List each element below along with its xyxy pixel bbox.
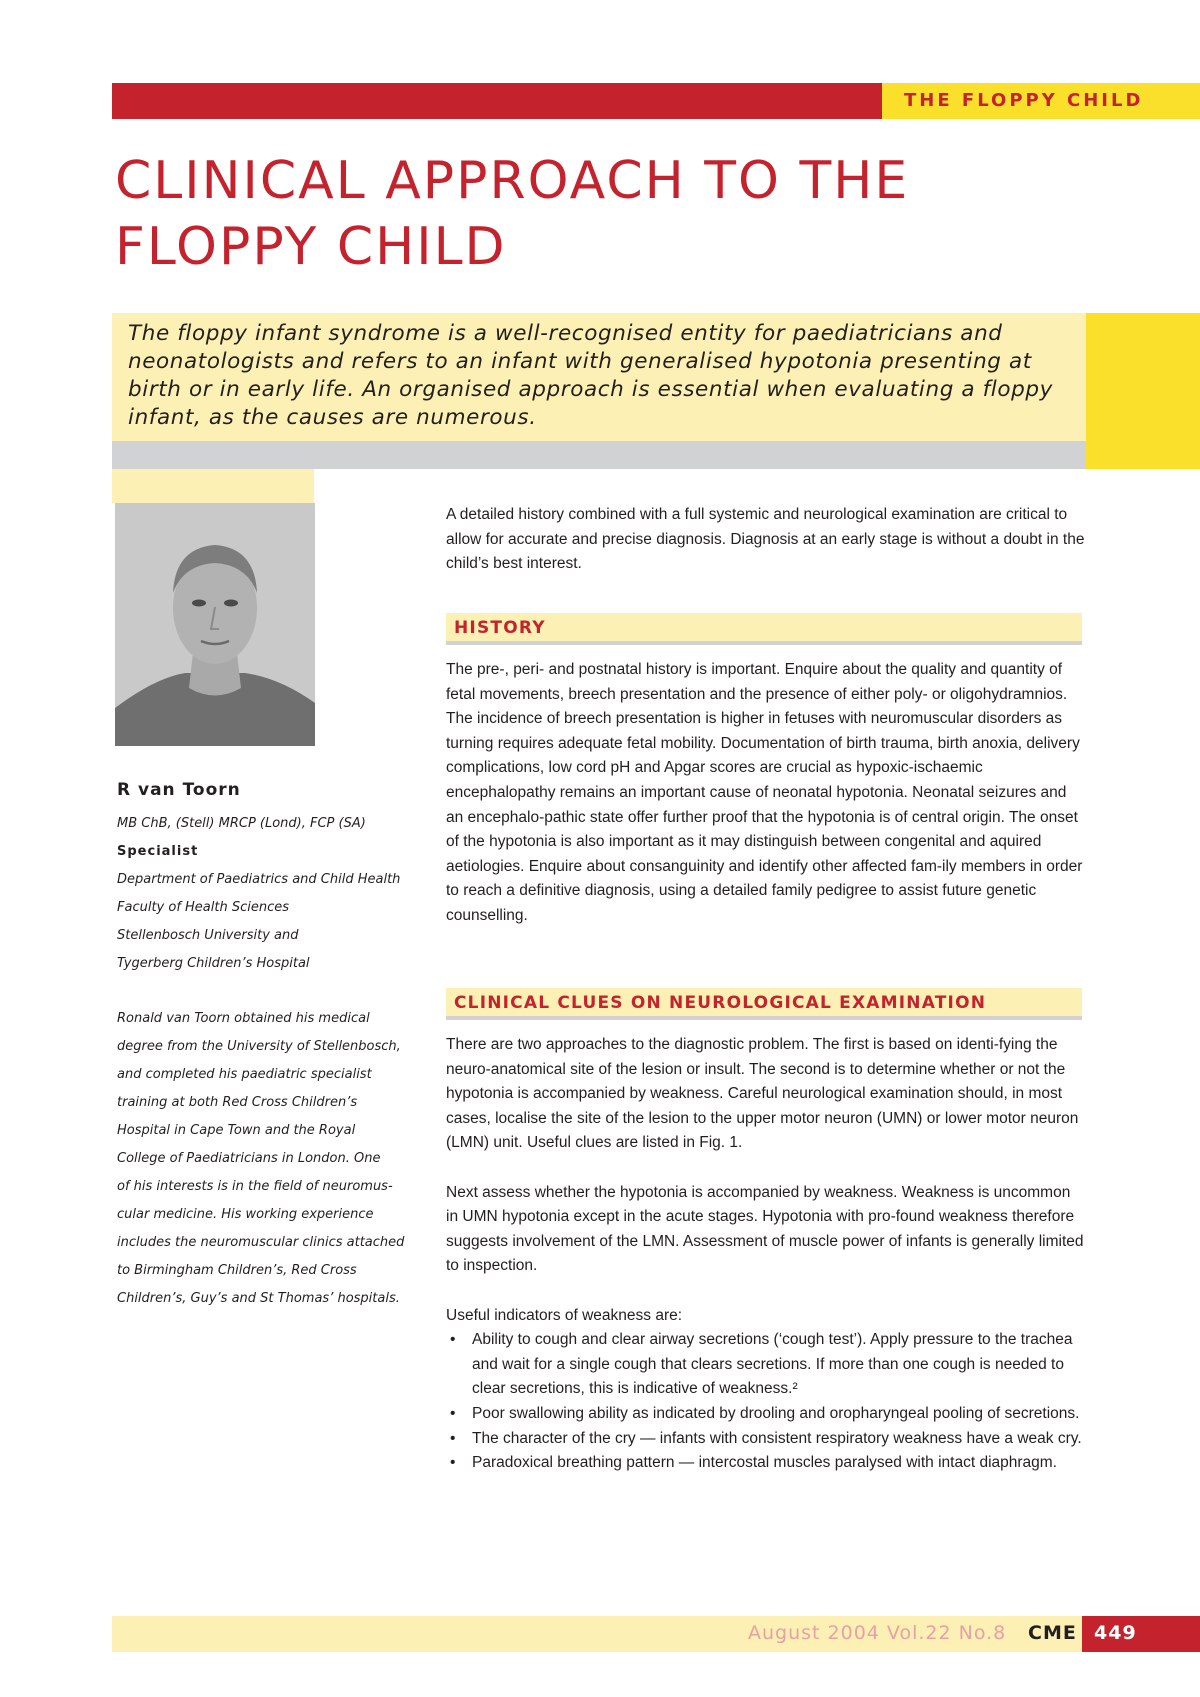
bio-line: and completed his paediatric specialist	[117, 1067, 372, 1082]
footer-issue-date: August 2004 Vol.22 No.8	[748, 1622, 1007, 1644]
abstract-gray-bar	[112, 441, 1086, 469]
author-bio	[117, 1005, 435, 1313]
author-photo	[115, 503, 315, 746]
bio-line: cular medicine. His working experience	[117, 1207, 374, 1222]
exam-heading-bar	[446, 988, 1082, 1020]
title-line-2: FLOPPY CHILD	[115, 217, 507, 277]
footer-journal: CME	[1028, 1622, 1077, 1644]
abstract-yellow-accent	[1086, 313, 1200, 469]
affiliation-line: Faculty of Health Sciences	[117, 900, 290, 915]
author-details	[117, 810, 427, 978]
bio-line: Ronald van Toorn obtained his medical	[117, 1011, 370, 1026]
affiliation-line: Tygerberg Children’s Hospital	[117, 956, 310, 971]
exam-heading: CLINICAL CLUES ON NEUROLOGICAL EXAMINATION	[454, 993, 987, 1013]
exam-section	[446, 1033, 1086, 1476]
exam-paragraph-2: Next assess whether the hypotonia is accompanied by weakness. Weakness is uncommon in UMN hypotonia except in the acute stages. Hypotonia with pro-found weakness therefore suggests involvement of the LMN. Assessment of muscle power of infants is generally limited to inspection.	[446, 1183, 1084, 1275]
article-title	[115, 148, 1015, 280]
author-portrait-image	[115, 503, 315, 746]
photo-top-strip	[112, 469, 314, 503]
header-red-bar	[112, 83, 882, 119]
intro-paragraph: A detailed history combined with a full systemic and neurological examination are critical to allow for accurate and precise diagnosis. Diagnosis at an early stage is without a doubt in the child’s best interest.	[446, 506, 1085, 573]
bio-line: Hospital in Cape Town and the Royal	[117, 1123, 356, 1138]
history-paragraph: The pre-, peri- and postnatal history is important. Enquire about the quality and quantity of fetal movements, breech presentation and the presence of either poly- or oligohydramnios. The incidence of breech presentation is higher in fetuses with neuromuscular disorders as turning requires adequate fetal mobility. Documentation of birth trauma, birth anoxia, delivery complications, low cord pH and Apgar scores are crucial as hypoxic-ischaemic encephalopathy remains an important cause of neonatal hypotonia. Neonatal seizures and an encephalo-pathic state offer further proof that the hypotonia is of central origin. The onset of the hypotonia is also important as it may distinguish between congenital and aquired aetiologies. Enquire about consanguinity and identify other affected fam-ily members in order to reach a definitive diagnosis, using a detailed family pedigree to assist future genetic counselling.	[446, 661, 1083, 924]
history-heading: HISTORY	[454, 618, 546, 638]
bio-line: to Birmingham Children’s, Red Cross	[117, 1263, 357, 1278]
exam-paragraph-1: There are two approaches to the diagnostic problem. The first is based on identi-fying the neuro-anatomical site of the lesion or insult. The second is to determine whether or not the hypotonia is accompanied by weakness. Careful neurological examination should, in most cases, localise the site of the lesion to the upper motor neuron (UMN) or lower motor neuron (LMN) unit. Useful clues are listed in Fig. 1.	[446, 1036, 1079, 1152]
bio-line: training at both Red Cross Children’s	[117, 1095, 358, 1110]
indicators-intro: Useful indicators of weakness are:	[446, 1306, 683, 1324]
list-item: • Paradoxical breathing pattern — intercostal muscles paralysed with intact diaphragm.	[446, 1451, 1086, 1476]
bio-line: degree from the University of Stellenbosch,	[117, 1039, 401, 1054]
affiliation-line: Stellenbosch University and	[117, 928, 299, 943]
history-heading-bar	[446, 613, 1082, 645]
author-role: Specialist	[117, 844, 199, 859]
bio-line: College of Paediatricians in London. One	[117, 1151, 381, 1166]
abstract-text: The floppy infant syndrome is a well-recognised entity for paediatricians and neonatologists and refers to an infant with generalised hypotonia presenting at birth or in early life. An organised approach is essential when evaluating a floppy infant, as the causes are numerous.	[128, 321, 1053, 430]
page-number: 449	[1094, 1622, 1137, 1644]
affiliation-line: Department of Paediatrics and Child Health	[117, 872, 401, 887]
author-name: R van Toorn	[117, 780, 241, 800]
weakness-indicators-list	[446, 1328, 1086, 1476]
list-item: • Ability to cough and clear airway secretions (‘cough test’). Apply pressure to the trachea and wait for a single cough that clears secretions. If more than one cough is needed to clear secretions, this is indicative of weakness.²	[446, 1328, 1086, 1402]
section-tag: THE FLOPPY CHILD	[904, 90, 1144, 111]
list-item: • The character of the cry — infants with consistent respiratory weakness have a weak cry.	[446, 1427, 1086, 1452]
list-item: • Poor swallowing ability as indicated by drooling and oropharyngeal pooling of secretions.	[446, 1402, 1086, 1427]
author-qualifications: MB ChB, (Stell) MRCP (Lond), FCP (SA)	[117, 816, 366, 831]
bio-line: includes the neuromuscular clinics attached	[117, 1235, 405, 1250]
bio-line: Children’s, Guy’s and St Thomas’ hospitals.	[117, 1291, 400, 1306]
bio-line: of his interests is in the field of neuromus-	[117, 1179, 393, 1194]
title-line-1: CLINICAL APPROACH TO THE	[115, 151, 910, 211]
